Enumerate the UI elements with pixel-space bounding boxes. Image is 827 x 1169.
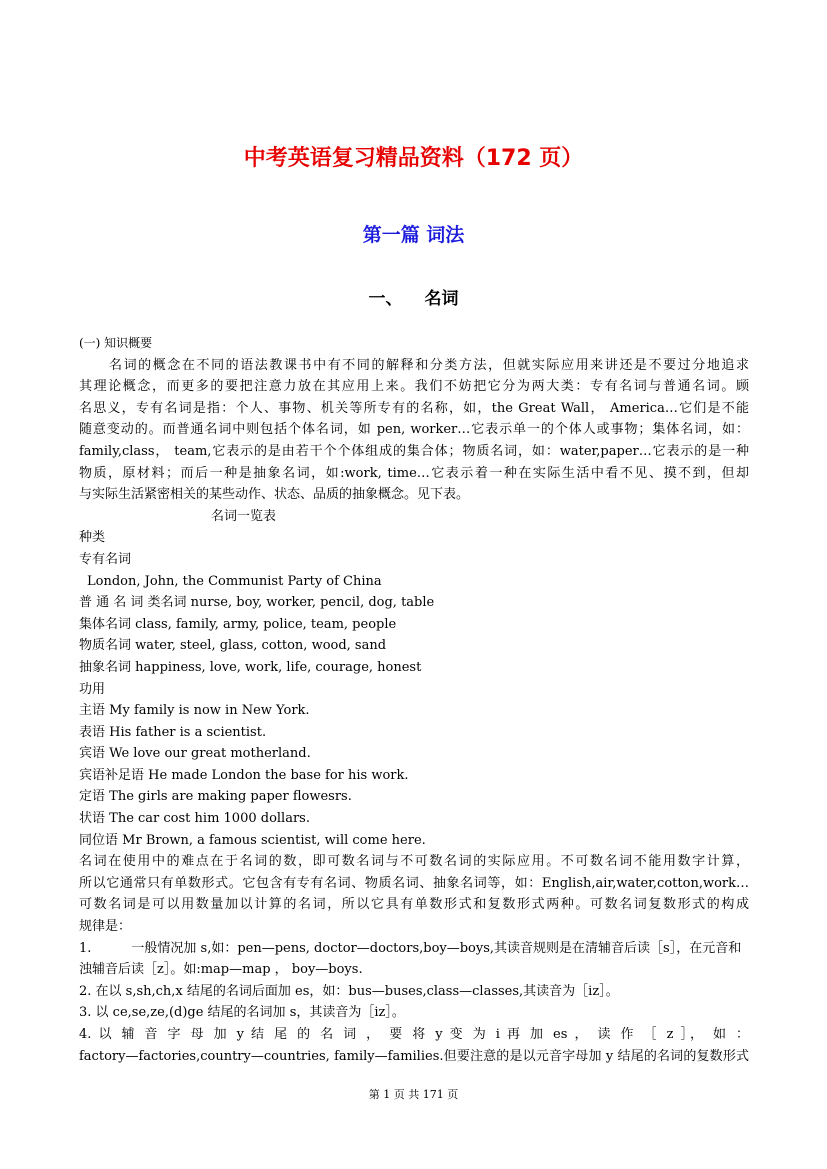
function-row — [79, 722, 749, 744]
countable-line: 所以它通常只有单数形式。它包含有专有名词、物质名词、抽象名词等，如：English,air,water,cotton,work… — [79, 875, 749, 891]
countable-line: 可数名词是可以用数量加以计算的名词，所以它具有单数形式和复数形式两种。可数名词复数形式的构成 — [79, 897, 749, 913]
noun-kind-row — [79, 614, 749, 636]
section-heading — [0, 284, 827, 309]
function-example: The car cost him 1000 dollars. — [109, 811, 310, 827]
noun-kind-row — [79, 635, 749, 657]
function-role: 宾语补足语 — [79, 767, 145, 783]
function-row — [79, 743, 749, 765]
document-body — [79, 333, 749, 1067]
intro-line: 物质，原材料；而后一种是抽象名词，如:work, time…它表示着一种在实际生活中看不见、摸不到，但却 — [79, 465, 749, 481]
noun-kind-row — [79, 657, 749, 679]
rule-4-cont: factory—factories,country—countries, family—families.但要注意的是以元音字母加 y 结尾的名词的复数形式 — [79, 1048, 749, 1064]
rule-1 — [79, 938, 749, 960]
noun-kind-name: 集体名词 — [79, 616, 132, 632]
countable-line: 名词在使用中的难点在于名词的数，即可数名词与不可数名词的实际应用。不可数名词不能用数字计算， — [79, 854, 749, 870]
intro-line: 其理论概念，而更多的要把注意力放在其应用上来。我们不妨把它分为两大类：专有名词与普通名词。顾 — [79, 379, 749, 395]
rule-2: 2. 在以 s,sh,ch,x 结尾的名词后面加 es，如：bus—buses,class—classes,其读音为［iz］。 — [79, 983, 619, 999]
function-role: 定语 — [79, 789, 106, 805]
proper-noun-label: 专有名词 — [79, 551, 132, 567]
noun-kind-row — [79, 592, 749, 614]
intro-line: 名词的概念在不同的语法教课书中有不同的解释和分类方法，但就实际应用来讲还是不要过分地追求 — [109, 357, 749, 373]
rule-3: 3. 以 ce,se,ze,(d)ge 结尾的名词加 s，其读音为［iz］。 — [79, 1005, 405, 1021]
function-role: 主语 — [79, 703, 106, 719]
document-title: 中考英语复习精品资料（172 页） — [243, 146, 584, 171]
function-row — [79, 700, 749, 722]
section-number: 一、 — [368, 289, 403, 309]
function-example: His father is a scientist. — [109, 724, 267, 740]
function-example: He made London the base for his work. — [148, 767, 409, 783]
rule-4: 4. 以 辅 音 字 母 加 y 结 尾 的 名 词 ， 要 将 y 变 为 i 再 加 es ， 读 作 ［ z ］， 如 ： — [79, 1027, 749, 1042]
noun-kind-examples: water, steel, glass, cotton, wood, sand — [135, 638, 387, 654]
functions-label: 功用 — [79, 681, 106, 697]
function-row — [79, 830, 749, 852]
function-example: Mr Brown, a famous scientist, will come here. — [122, 832, 426, 848]
intro-line: family,class， team,它表示的是由若干个个体组成的集合体；物质名词，如：water,paper…它表示的是一种 — [79, 443, 749, 459]
subheading: (一) 知识概要 — [79, 336, 153, 350]
kinds-label: 种类 — [79, 530, 106, 546]
table-caption: 名词一览表 — [211, 508, 277, 524]
section-name: 名词 — [424, 289, 459, 309]
noun-kind-examples: class, family, army, police, team, people — [135, 616, 397, 632]
function-example: My family is now in New York. — [109, 703, 310, 719]
intro-line: 随意变动的。而普通名词中则包括个体名词，如 pen, worker…它表示单一的个体人或事物；集体名词，如： — [79, 422, 749, 438]
part-title: 第一篇 词法 — [362, 224, 465, 246]
noun-kind-name: 物质名词 — [79, 638, 132, 654]
noun-kind-name: 普 通 名 词 类名词 — [79, 595, 187, 611]
function-row — [79, 786, 749, 808]
rule-1-cont: 浊辅音后读［z］。如:map—map ， boy—boys. — [79, 962, 363, 978]
function-row — [79, 765, 749, 787]
noun-kind-examples: nurse, boy, worker, pencil, dog, table — [190, 595, 435, 611]
function-role: 同位语 — [79, 832, 119, 848]
noun-kind-name: 抽象名词 — [79, 659, 132, 675]
noun-kind-examples: happiness, love, work, life, courage, honest — [135, 659, 422, 675]
function-row — [79, 808, 749, 830]
page-footer: 第 1 页 共 171 页 — [368, 1088, 459, 1101]
proper-noun-examples: London, John, the Communist Party of China — [87, 573, 382, 589]
function-role: 表语 — [79, 724, 106, 740]
rule-text: 一般情况加 s,如：pen—pens, doctor—doctors,boy—boys,其读音规则是在清辅音后读［s］，在元音和 — [131, 940, 742, 956]
intro-line: 与实际生活紧密相关的某些动作、状态、品质的抽象概念。见下表。 — [79, 487, 470, 503]
function-role: 宾语 — [79, 746, 106, 762]
function-example: The girls are making paper flowesrs. — [109, 789, 352, 805]
rule-number: 1. — [79, 940, 92, 956]
function-example: We love our great motherland. — [109, 746, 311, 762]
intro-line: 名思义，专有名词是指：个人、事物、机关等所专有的名称，如，the Great Wall， America…它们是不能 — [79, 400, 749, 416]
function-role: 状语 — [79, 811, 106, 827]
countable-line: 规律是： — [79, 919, 132, 935]
